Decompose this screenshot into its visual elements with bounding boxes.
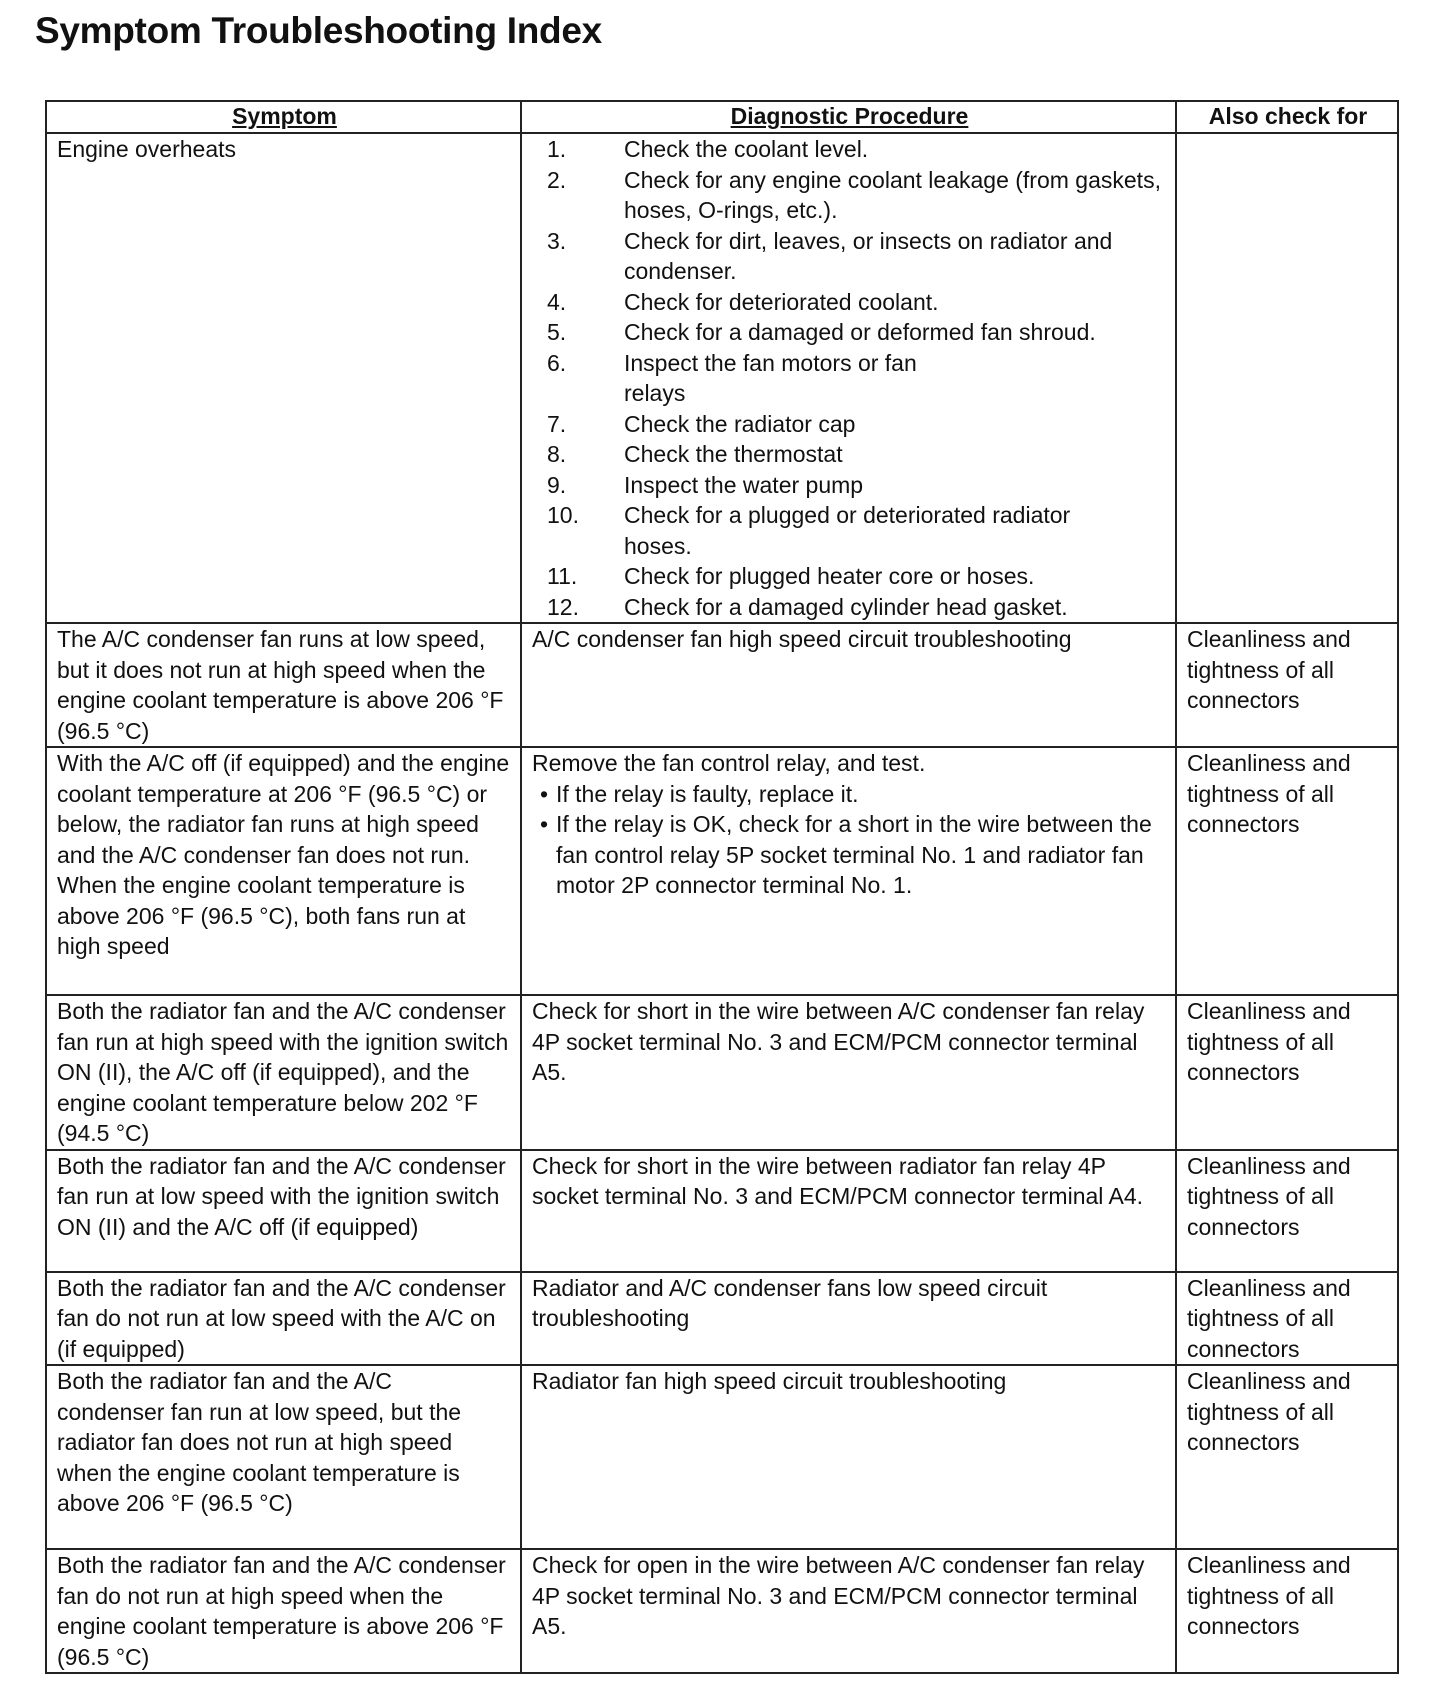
procedure-cell [521, 747, 1176, 995]
step-text: Check the radiator cap [624, 410, 856, 437]
procedure-text: A/C condenser fan high speed circuit troubleshooting [532, 626, 1072, 652]
symptom-text: Both the radiator fan and the A/C condenser fan run at high speed with the ignition switch ON (II), the A/C off (if equipped), and the engine coolant temperature below 202 °F (94.5 °C) [57, 998, 509, 1146]
procedure-cell [521, 623, 1176, 747]
step-text: Check for a damaged or deformed fan shroud. [624, 319, 1096, 345]
step-number: 8. [547, 441, 567, 467]
list-item [547, 470, 1167, 501]
step-text: Inspect the water pump [624, 471, 864, 498]
table-row [46, 1549, 1398, 1673]
procedure-text: Check for short in the wire between A/C condenser fan relay 4P socket terminal No. 3 and ECM/PCM connector terminal A5. [532, 998, 1145, 1085]
list-item [547, 287, 1167, 318]
step-number: 9. [547, 471, 567, 498]
procedure-text: Check for open in the wire between A/C condenser fan relay 4P socket terminal No. 3 and ECM/PCM connector terminal A5. [532, 1552, 1145, 1639]
header-procedure [521, 101, 1176, 133]
bullet-icon: • [539, 811, 549, 837]
also-check-text: Cleanliness and tightness of all connectors [1187, 998, 1351, 1085]
step-text: Check the coolant level. [624, 136, 869, 162]
also-check-cell [1176, 1365, 1398, 1549]
step-text: Inspect the fan motors or fan relays [624, 349, 917, 406]
symptom-cell [46, 1365, 521, 1549]
symptom-cell [46, 623, 521, 747]
list-item [532, 809, 1167, 901]
also-check-text: Cleanliness and tightness of all connectors [1187, 626, 1351, 713]
procedure-cell [521, 1272, 1176, 1366]
list-item [547, 317, 1167, 348]
also-check-text: Cleanliness and tightness of all connectors [1187, 1152, 1351, 1240]
step-number: 12. [547, 593, 579, 620]
symptom-text: Engine overheats [57, 136, 237, 162]
step-text: Check the thermostat [624, 441, 843, 467]
table-row [46, 623, 1398, 747]
symptom-text: Both the radiator fan and the A/C condenser fan do not run at high speed when the engine coolant temperature is above 206 °F (96.5 °C) [57, 1552, 506, 1670]
step-number: 2. [547, 166, 567, 193]
step-number: 1. [547, 136, 567, 162]
header-also-check-label: Also check for [1208, 103, 1368, 129]
also-check-text: Cleanliness and tightness of all connectors [1187, 1368, 1351, 1455]
procedure-cell [521, 1365, 1176, 1549]
step-text: Check for plugged heater core or hoses. [624, 563, 1035, 589]
step-text: Check for a plugged or deteriorated radiator hoses. [624, 502, 1071, 559]
symptom-text: Both the radiator fan and the A/C condenser fan run at low speed, but the radiator fan does not run at high speed when the engine coolant temperature is above 206 °F (96.5 °C) [57, 1368, 462, 1516]
list-item [547, 348, 1167, 409]
table-header-row [46, 101, 1398, 133]
step-text: Check for a damaged cylinder head gasket. [624, 593, 1068, 620]
procedure-cell [521, 1150, 1176, 1272]
symptom-cell [46, 1272, 521, 1366]
symptom-table [45, 100, 1399, 1674]
list-item [547, 409, 1167, 440]
procedure-cell [521, 133, 1176, 623]
symptom-text: Both the radiator fan and the A/C condenser fan do not run at low speed with the A/C on (if equipped) [57, 1274, 506, 1362]
procedure-text: Check for short in the wire between radiator fan relay 4P socket terminal No. 3 and ECM/PCM connector terminal A4. [532, 1152, 1144, 1209]
also-check-cell [1176, 1549, 1398, 1673]
symptom-text: With the A/C off (if equipped) and the engine coolant temperature at 206 °F (96.5 °C) or below, the radiator fan runs at high speed and the A/C condenser fan does not run. When the engine coolant temperature is above 206 °F (96.5 °C), both fans run at high speed [57, 750, 510, 959]
list-item [547, 226, 1167, 287]
step-number: 7. [547, 410, 567, 437]
table-row [46, 133, 1398, 623]
page-title: Symptom Troubleshooting Index [35, 10, 602, 51]
symptom-cell [46, 1549, 521, 1673]
step-text: Check for deteriorated coolant. [624, 288, 939, 315]
header-also-check [1176, 101, 1398, 133]
step-number: 11. [547, 563, 578, 589]
list-item [547, 592, 1167, 623]
also-check-cell [1176, 623, 1398, 747]
list-item [532, 779, 1167, 810]
step-number: 4. [547, 288, 567, 315]
also-check-text: Cleanliness and tightness of all connectors [1187, 1274, 1351, 1362]
list-item [547, 561, 1167, 592]
procedure-cell [521, 995, 1176, 1150]
symptom-cell [46, 133, 521, 623]
procedure-text: Radiator fan high speed circuit troubleshooting [532, 1368, 1007, 1394]
also-check-cell [1176, 1272, 1398, 1366]
step-text: Check for any engine coolant leakage (from gaskets, hoses, O-rings, etc.). [624, 166, 1161, 223]
also-check-text: Cleanliness and tightness of all connectors [1187, 750, 1351, 837]
table-row [46, 995, 1398, 1150]
header-symptom-label: Symptom [232, 103, 337, 129]
list-item [547, 134, 1167, 165]
also-check-cell [1176, 133, 1398, 623]
procedure-text: Radiator and A/C condenser fans low speed circuit troubleshooting [532, 1274, 1048, 1331]
symptom-cell [46, 1150, 521, 1272]
list-item [547, 500, 1167, 561]
step-number: 10. [547, 502, 579, 528]
bullet-text: If the relay is OK, check for a short in the wire between the fan control relay 5P socket terminal No. 1 and radiator fan motor 2P connector terminal No. 1. [556, 811, 1152, 898]
step-number: 3. [547, 227, 567, 254]
table-row [46, 747, 1398, 995]
list-item [547, 165, 1167, 226]
also-check-text: Cleanliness and tightness of all connectors [1187, 1552, 1351, 1639]
symptom-text: Both the radiator fan and the A/C condenser fan run at low speed with the ignition switch ON (II) and the A/C off (if equipped) [57, 1152, 506, 1240]
symptom-text: The A/C condenser fan runs at low speed, but it does not run at high speed when the engine coolant temperature is above 206 °F (96.5 °C) [57, 626, 504, 744]
step-number: 6. [547, 349, 567, 376]
also-check-cell [1176, 995, 1398, 1150]
procedure-text: Remove the fan control relay, and test. [532, 750, 926, 776]
also-check-cell [1176, 1150, 1398, 1272]
table-row [46, 1150, 1398, 1272]
header-symptom [46, 101, 521, 133]
symptom-cell [46, 995, 521, 1150]
list-item [547, 439, 1167, 470]
table-row [46, 1272, 1398, 1366]
procedure-steps [532, 134, 1167, 622]
symptom-cell [46, 747, 521, 995]
procedure-cell [521, 1549, 1176, 1673]
bullet-icon: • [539, 780, 549, 807]
header-procedure-label: Diagnostic Procedure [730, 103, 969, 129]
also-check-cell [1176, 747, 1398, 995]
bullet-text: If the relay is faulty, replace it. [556, 780, 859, 807]
table-row [46, 1365, 1398, 1549]
step-number: 5. [547, 319, 567, 345]
procedure-bullets [532, 779, 1167, 901]
step-text: Check for dirt, leaves, or insects on radiator and condenser. [624, 227, 1113, 284]
